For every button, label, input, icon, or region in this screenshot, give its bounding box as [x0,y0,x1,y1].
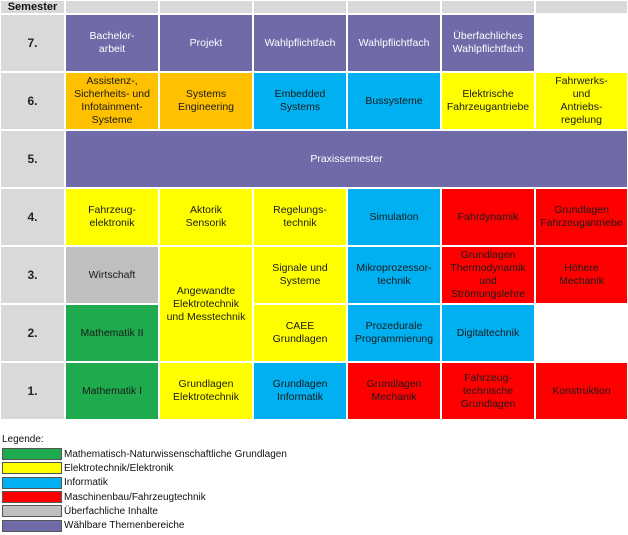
semester-label-5 [1,131,64,187]
module-fahrdynamik [442,189,534,245]
cell-label: Assistenz-, Sicherheits- und Infotainment- Systeme [74,75,150,126]
header-cell [348,1,440,13]
module-assistenz-sicherheits-und-infotainment-systeme [66,73,158,129]
cell-label: Angewandte Elektrotechnik und Messtechnik [166,284,246,323]
legend-swatch [2,491,62,503]
cell-label: Überfachliches Wahlpflichtfach [452,30,524,55]
legend-item-ueberfachlich [2,504,602,518]
cell-label: Simulation [369,210,419,223]
cell-label: 6. [27,93,38,108]
module-prozedurale-programmierung [348,305,440,361]
module-ueberfachliches-wahlpflichtfach [442,15,534,71]
module-grundlagen-mechanik [348,363,440,419]
module-angewandte-elektrotechnik-und-messtechnik [160,247,252,361]
cell-label: Höhere Mechanik [559,262,604,287]
cell-label: Regelungs- technik [273,204,327,229]
module-konstruktion [536,363,627,419]
cell-label: Grundlagen Informatik [272,378,328,403]
cell-label: 1. [27,383,38,398]
module-wahlpflichtfach [254,15,346,71]
cell-label: Aktorik Sensorik [185,204,227,229]
module-fahrzeug-elektronik [66,189,158,245]
legend-list [2,447,602,533]
legend-item-waehlbar [2,518,602,532]
cell-label: CAEE Grundlagen [272,320,328,345]
legend-label: Wählbare Themenbereiche [64,520,185,532]
cell-label: Wahlpflichtfach [264,36,336,49]
module-grundlagen-elektrotechnik [160,363,252,419]
cell-label: Mathematik I [81,384,143,397]
cell-label: Fahrdynamik [457,210,519,223]
module-signale-und-systeme [254,247,346,303]
cell-label: Fahrwerks- und Antriebs- regelung [555,75,608,126]
module-regelungs-technik [254,189,346,245]
legend [2,434,602,533]
module-elektrische-fahrzeugantriebe [442,73,534,129]
cell-label: Prozedurale Programmierung [354,320,434,345]
legend-item-maschinenbau [2,490,602,504]
module-mathematik-ii [66,305,158,361]
cell-label: Embedded Systems [274,88,326,113]
legend-item-mathematik [2,447,602,461]
legend-item-informatik [2,476,602,490]
module-bachelor-arbeit [66,15,158,71]
cell-label: Signale und Systeme [272,262,328,287]
semester-label-7 [1,15,64,71]
module-systems-engineering [160,73,252,129]
module-embedded-systems [254,73,346,129]
module-bussysteme [348,73,440,129]
cell-label: Grundlagen Thermodynamik und Strömungslehre [450,249,526,300]
module-fahrwerks-und-antriebs-regelung [536,73,627,129]
semester-label-1 [1,363,64,419]
legend-swatch [2,462,62,474]
module-grundlagen-thermodynamik-und-stroemungslehre [442,247,534,303]
header-cell [160,1,252,13]
cell-label: Wahlpflichtfach [358,36,430,49]
legend-label: Informatik [64,477,108,489]
cell-label: Mathematik II [80,326,144,339]
empty-cell [536,15,627,71]
module-simulation [348,189,440,245]
cell-label: Bachelor- arbeit [89,30,135,55]
legend-item-elektro [2,461,602,475]
legend-swatch [2,505,62,517]
semester-label-6 [1,73,64,129]
legend-label: Elektrotechnik/Elektronik [64,462,174,474]
cell-label: Fahrzeug-elektronik [88,204,136,229]
cell-label: 5. [27,151,38,166]
cell-label: Konstruktion [552,384,611,397]
module-praxissemester [66,131,627,187]
module-mathematik-i [66,363,158,419]
semester-label-4 [1,189,64,245]
cell-label: Semester [7,0,58,13]
legend-swatch [2,448,62,460]
module-wirtschaft [66,247,158,303]
legend-label: Mathematisch-Naturwissenschaftliche Grundlagen [64,448,287,460]
cell-label: 4. [27,209,38,224]
module-mikroprozessor-technik [348,247,440,303]
semester-label-2 [1,305,64,361]
legend-swatch [2,520,62,532]
cell-label: 3. [27,267,38,282]
semester-label-3 [1,247,64,303]
cell-label: 7. [27,35,38,50]
header-cell [536,1,627,13]
cell-label: Bussysteme [365,94,423,107]
cell-label: Projekt [189,36,223,49]
empty-cell [536,305,627,361]
cell-label: 2. [27,325,38,340]
module-hoehere-mechanik [536,247,627,303]
cell-label: Fahrzeug- technische Grundlagen [460,371,516,410]
cell-label: Systems Engineering [177,88,235,113]
legend-label: Überfachliche Inhalte [64,505,158,517]
header-cell [442,1,534,13]
module-aktorik-sensorik [160,189,252,245]
cell-label: Grundlagen Elektrotechnik [173,378,239,403]
cell-label: Grundlagen Fahrzeugantriebe [540,204,623,229]
cell-label: Grundlagen Mechanik [366,378,422,403]
module-digitaltechnik [442,305,534,361]
cell-label: Elektrische Fahrzeugantriebe [446,88,530,113]
header-semester [1,1,64,13]
cell-label: Digitaltechnik [456,326,520,339]
module-wahlpflichtfach [348,15,440,71]
module-projekt [160,15,252,71]
module-caee-grundlagen [254,305,346,361]
header-cell [66,1,158,13]
module-fahrzeug-technische-grundlagen [442,363,534,419]
legend-swatch [2,477,62,489]
module-grundlagen-fahrzeugantriebe [536,189,627,245]
module-grundlagen-informatik [254,363,346,419]
cell-label: Praxissemester [310,152,383,165]
legend-title: Legende: [2,434,44,445]
cell-label: Mikroprozessor- technik [356,262,432,287]
legend-label: Maschinenbau/Fahrzeugtechnik [64,491,206,503]
header-cell [254,1,346,13]
cell-label: Wirtschaft [88,268,136,281]
